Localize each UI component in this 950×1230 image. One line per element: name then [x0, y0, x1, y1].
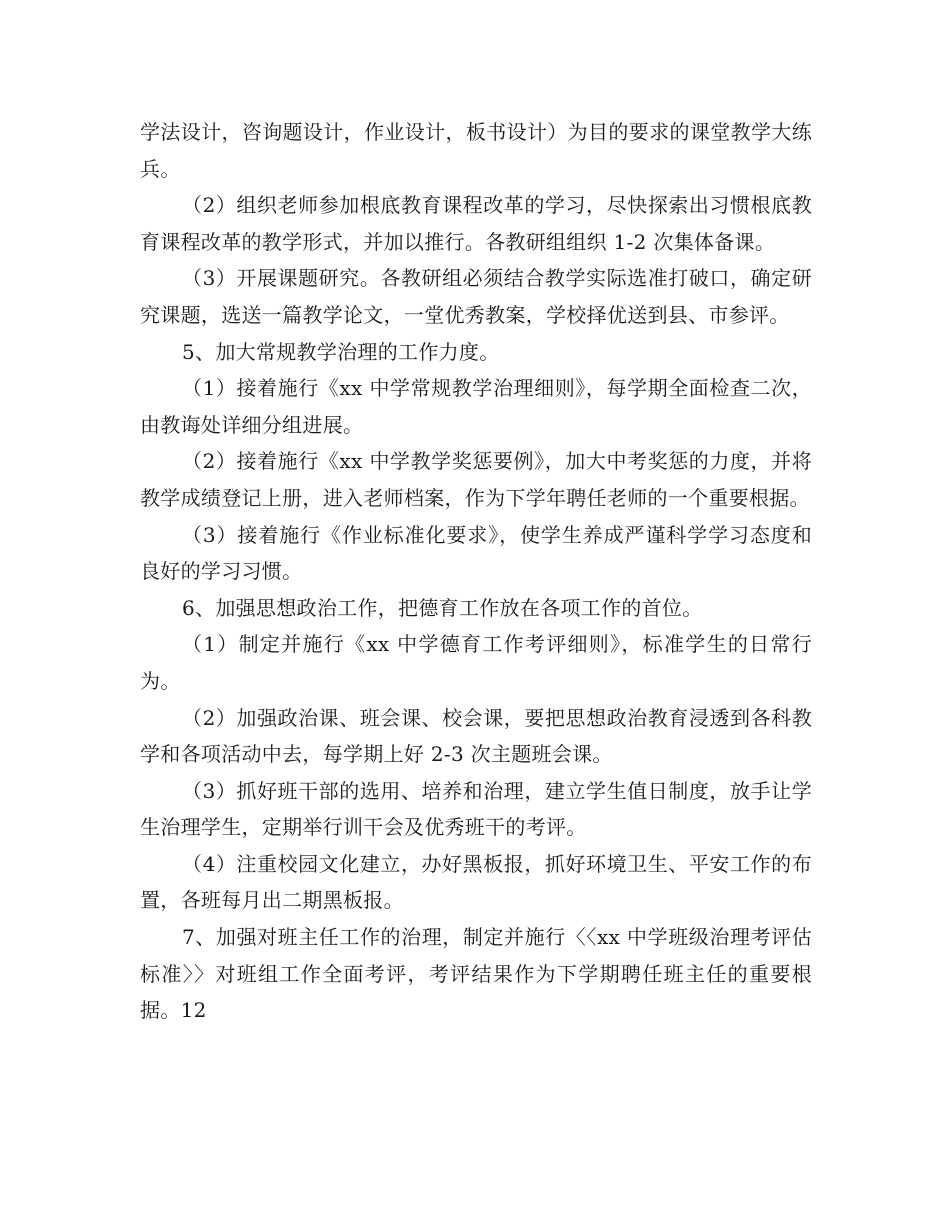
paragraph-item-3-homework: （3）接着施行《作业标准化要求》，使学生养成严谨科学学习态度和良好的学习习惯。 — [140, 522, 812, 584]
paragraph-continuation: 学法设计，咨询题设计，作业设计，板书设计）为目的要求的课堂教学大练兵。 — [140, 120, 812, 181]
section-heading-7: 7、加强对班主任工作的治理，制定并施行〈〈xx 中学班级治理考评估标准〉〉对班组工作全面考评，考评结果作为下学期聘任班主任的重要根据。12 — [140, 925, 812, 1023]
section-heading-5: 5、加大常规教学治理的工作力度。 — [182, 339, 500, 364]
paragraph-item-3-cadres: （3）抓好班干部的选用、培养和治理，建立学生值日制度，放手让学生治理学生，定期举行训干会及优秀班干的考评。 — [140, 778, 812, 840]
paragraph-item-1-moral: （1）制定并施行《xx 中学德育工作考评细则》，标准学生的日常行为。 — [140, 632, 812, 693]
document-body — [140, 114, 812, 1029]
paragraph-item-3-research: （3）开展课题研究。各教研组必须结合教学实际选准打破口，确定研究课题，选送一篇教学论文，一堂优秀教案，学校择优送到县、市参评。 — [140, 266, 812, 327]
paragraph-item-4-culture: （4）注重校园文化建立，办好黑板报，抓好环境卫生、平安工作的布置，各班每月出二期黑板报。 — [140, 851, 812, 913]
paragraph-item-1-routine: （1）接着施行《xx 中学常规教学治理细则》，每学期全面检查二次，由教诲处详细分组进展。 — [140, 376, 812, 437]
paragraph-item-2-politics: （2）加强政治课、班会课、校会课，要把思想政治教育浸透到各科教学和各项活动中去，每学期上好 2-3 次主题班会课。 — [140, 705, 812, 767]
paragraph-item-2-training: （2）组织老师参加根底教育课程改革的学习，尽快探索出习惯根底教育课程改革的教学形式，并加以推行。各教研组组织 1-2 次集体备课。 — [140, 193, 812, 254]
paragraph-item-2-rewards: （2）接着施行《xx 中学教学奖惩要例》，加大中考奖惩的力度，并将教学成绩登记上册，进入老师档案，作为下学年聘任老师的一个重要根据。 — [140, 449, 812, 510]
section-heading-6: 6、加强思想政治工作，把德育工作放在各项工作的首位。 — [182, 595, 703, 620]
